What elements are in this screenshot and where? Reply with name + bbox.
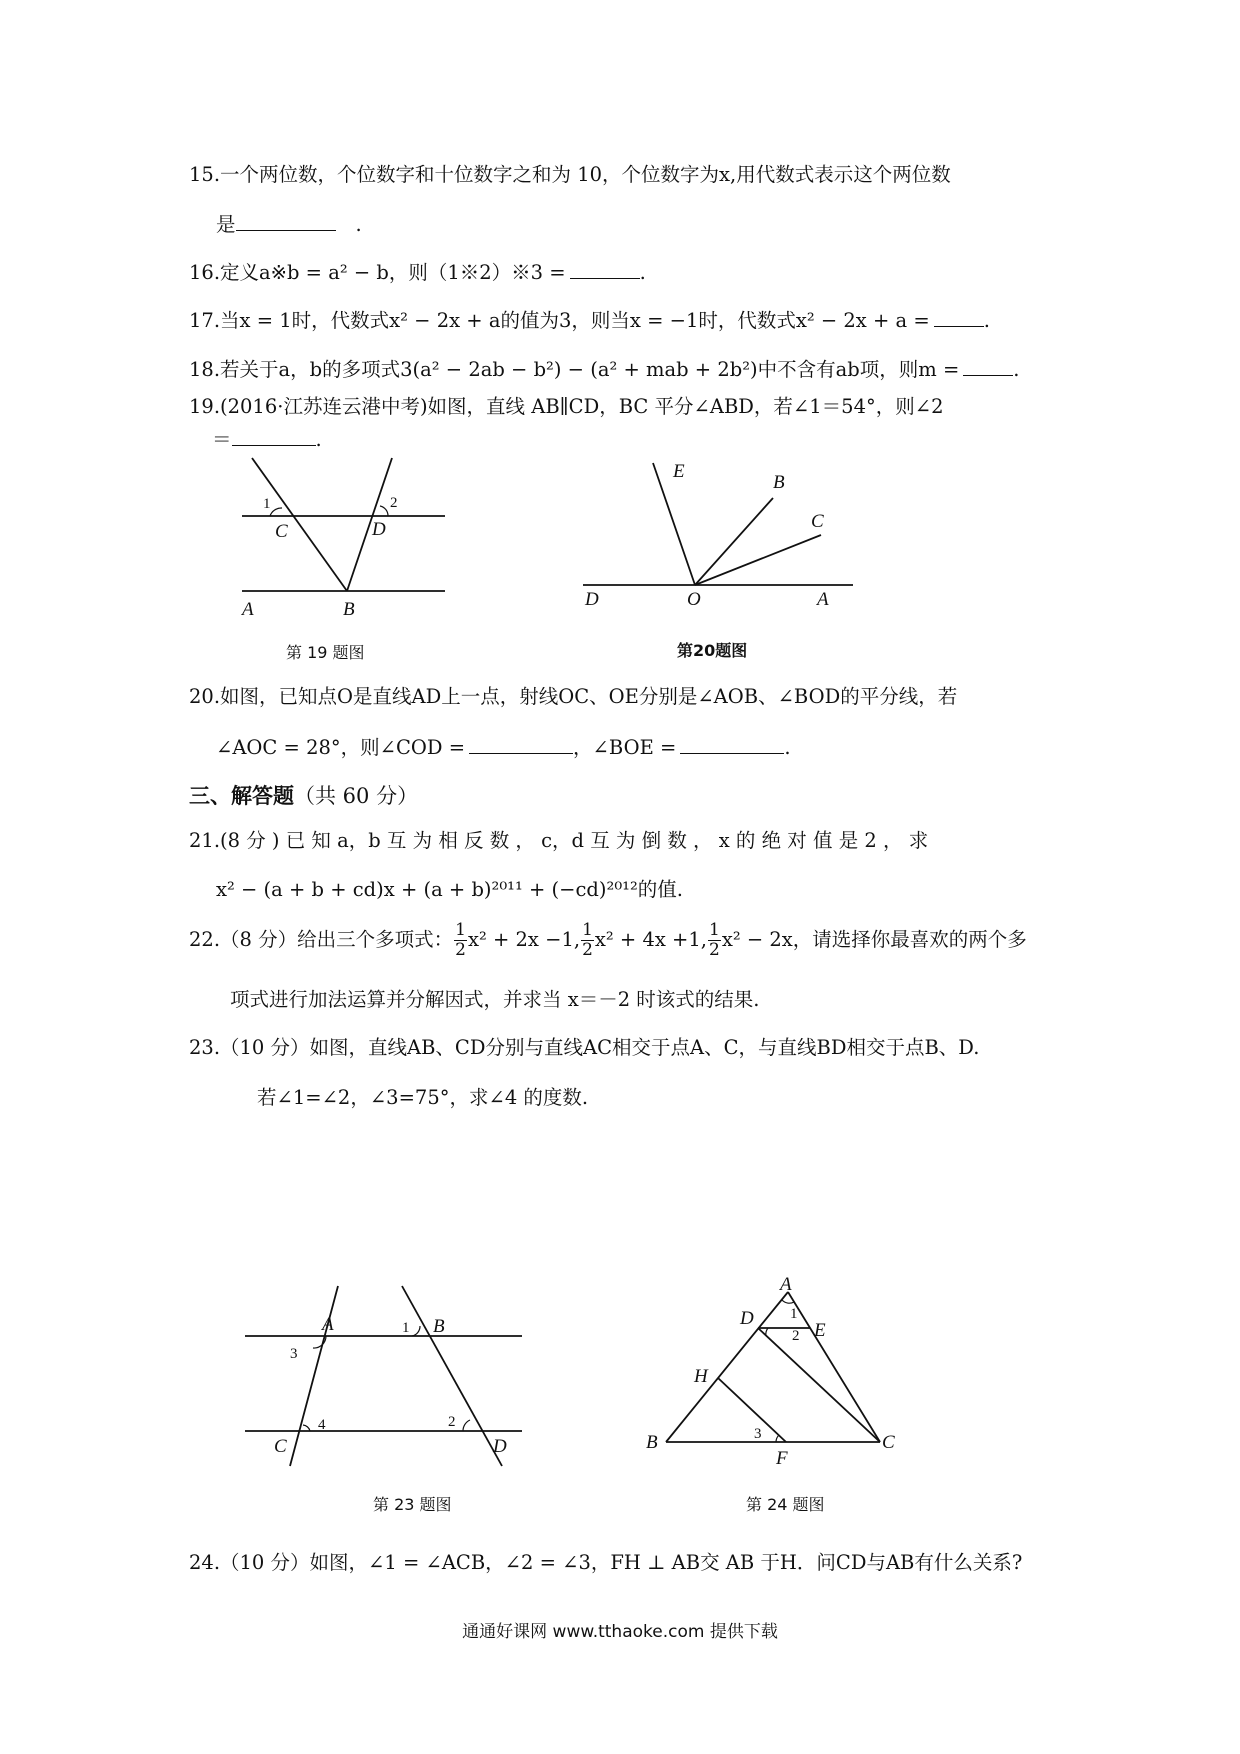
label-b: B [646, 1432, 658, 1453]
q23-line1: 23.（10 分）如图，直线AB、CD分别与直线AC相交于点A、C，与直线BD相交于点B、D. [189, 1036, 980, 1059]
angle-4-arc [303, 1425, 310, 1431]
label-b: B [343, 599, 355, 620]
q18-line [189, 355, 1019, 383]
q20-line2-c: . [784, 736, 791, 759]
q21-line1: 21.(8 分 ) 已 知 a，b 互 为 相 反 数 ， c，d 互 为 倒 数 ， x 的 绝 对 值 是 2 ， 求 [189, 829, 929, 852]
label-b: B [433, 1316, 445, 1337]
q22-poly-1: x² + 2x −1, [467, 928, 581, 951]
angle-2-arc [463, 1420, 470, 1431]
ray-oc [695, 535, 821, 585]
side-ab [666, 1292, 788, 1442]
q18-text: 18.若关于a，b的多项式3(a² − 2ab − b²) − (a² + mab + 2b²)中不含有ab项，则m = [189, 358, 960, 381]
q20-line2-a: ∠AOC = 28°，则∠COD = [216, 736, 466, 759]
q22-poly-3: x² − 2x [721, 928, 793, 951]
label-d: D [493, 1436, 507, 1457]
fraction-denominator: 2 [582, 940, 593, 960]
ray-ob [695, 498, 773, 585]
q22-poly-2: x² + 4x +1, [594, 928, 707, 951]
label-d: D [372, 519, 386, 540]
q19-line2 [212, 425, 322, 453]
q22-suffix: ，请选择你最喜欢的两个多 [792, 928, 1027, 951]
angle-2-arc [766, 1328, 768, 1336]
section-3-title: 三、解答题 [189, 784, 294, 808]
fraction-numerator: 1 [709, 920, 720, 940]
answer-blank-q20-cod[interactable] [469, 733, 573, 754]
q20-line2-b: ，∠BOE = [573, 736, 677, 759]
q19-line1: 19.(2016·江苏连云港中考)如图，直线 AB∥CD，BC 平分∠ABD，若∠1＝54°，则∠2 [189, 395, 944, 418]
angle-3-arc [776, 1435, 779, 1442]
label-d: D [585, 589, 599, 610]
label-a: A [780, 1274, 792, 1295]
label-3: 3 [290, 1346, 298, 1362]
segment-dc [758, 1328, 880, 1442]
figure-24 [640, 1274, 910, 1478]
angle-1-arc [270, 508, 282, 516]
side-ac [788, 1292, 880, 1442]
answer-blank-q16[interactable] [570, 258, 640, 279]
label-f: F [776, 1448, 788, 1469]
q19-line2-suffix: . [315, 428, 322, 451]
figure-23-caption: 第 23 题图 [373, 1495, 452, 1514]
q15-line2-prefix: 是 [216, 213, 236, 236]
q15-line2 [216, 210, 362, 238]
fraction-half [581, 921, 594, 960]
label-1: 1 [402, 1320, 410, 1336]
figure-19 [230, 450, 460, 630]
label-1: 1 [263, 496, 271, 512]
q22-prefix: 22.（8 分）给出三个多项式： [189, 928, 454, 951]
label-c: C [275, 521, 288, 542]
line-bd [402, 1286, 502, 1466]
fraction-denominator: 2 [709, 940, 720, 960]
label-e: E [673, 461, 685, 482]
answer-blank-q17[interactable] [934, 306, 984, 327]
segment-hf [718, 1378, 786, 1442]
figure-20 [575, 455, 865, 615]
label-b: B [773, 472, 785, 493]
q24-line: 24.（10 分）如图，∠1 = ∠ACB，∠2 = ∠3，FH ⊥ AB交 AB 于H．问CD与AB有什么关系? [189, 1551, 1023, 1574]
q21-line2: x² − (a + b + cd)x + (a + b)²⁰¹¹ + (−cd)²⁰¹²的值. [216, 878, 683, 901]
label-1: 1 [790, 1306, 798, 1322]
figure-19-caption: 第 19 题图 [286, 643, 365, 662]
fraction-denominator: 2 [455, 940, 466, 960]
line-ac [290, 1286, 338, 1466]
q20-line1: 20.如图，已知点O是直线AD上一点，射线OC、OE分别是∠AOB、∠BOD的平分线，若 [189, 685, 958, 708]
q22-line2: 项式进行加法运算并分解因式，并求当 x＝－2 时该式的结果. [230, 988, 760, 1011]
answer-blank-q20-boe[interactable] [680, 733, 784, 754]
figure-24-caption: 第 24 题图 [746, 1495, 825, 1514]
q20-line2 [216, 733, 791, 761]
q16-suffix: . [639, 261, 646, 284]
label-c: C [811, 511, 824, 532]
q15-line2-suffix: . [355, 213, 362, 236]
q23-line2: 若∠1=∠2，∠3=75°，求∠4 的度数. [257, 1086, 589, 1109]
label-2: 2 [390, 495, 398, 511]
figure-20-caption: 第20题图 [677, 641, 748, 660]
line-bc [252, 458, 347, 591]
label-o: O [687, 589, 701, 610]
q16-text: 16.定义a※b = a² − b，则（1※2）※3 = [189, 261, 566, 284]
fraction-half [454, 921, 467, 960]
label-c: C [882, 1432, 895, 1453]
fraction-numerator: 1 [582, 920, 593, 940]
q17-line [189, 306, 990, 334]
angle-1-arc [412, 1326, 420, 1336]
label-c: C [274, 1436, 287, 1457]
label-2: 2 [448, 1414, 456, 1430]
label-4: 4 [318, 1417, 326, 1433]
label-a: A [817, 589, 829, 610]
label-a: A [322, 1314, 334, 1335]
angle-2-arc [380, 506, 388, 516]
label-d: D [740, 1308, 754, 1329]
page-footer: 通通好课网 www.tthaoke.com 提供下载 [462, 1622, 778, 1642]
label-h: H [694, 1366, 708, 1387]
section-3-score: （共 60 分） [294, 784, 419, 808]
label-a: A [242, 599, 254, 620]
section-3-heading [189, 780, 418, 810]
q17-text: 17.当x = 1时，代数式x² − 2x + a的值为3，则当x = −1时，代数式x² − 2x + a = [189, 309, 930, 332]
fraction-numerator: 1 [455, 920, 466, 940]
q15-line1: 15.一个两位数，个位数字和十位数字之和为 10，个位数字为x,用代数式表示这个两位数 [189, 163, 951, 186]
label-e: E [814, 1320, 826, 1341]
q17-suffix: . [983, 309, 990, 332]
figure-23 [240, 1278, 540, 1478]
q22-line1 [189, 920, 1027, 960]
answer-blank-q15[interactable] [236, 210, 336, 231]
answer-blank-q19[interactable] [232, 425, 316, 446]
label-3: 3 [754, 1426, 762, 1442]
q16-line [189, 258, 646, 286]
fraction-half [708, 921, 721, 960]
q19-line2-prefix: ＝ [212, 428, 232, 451]
label-2: 2 [792, 1328, 800, 1344]
answer-blank-q18[interactable] [963, 355, 1013, 376]
q18-suffix: . [1013, 358, 1020, 381]
